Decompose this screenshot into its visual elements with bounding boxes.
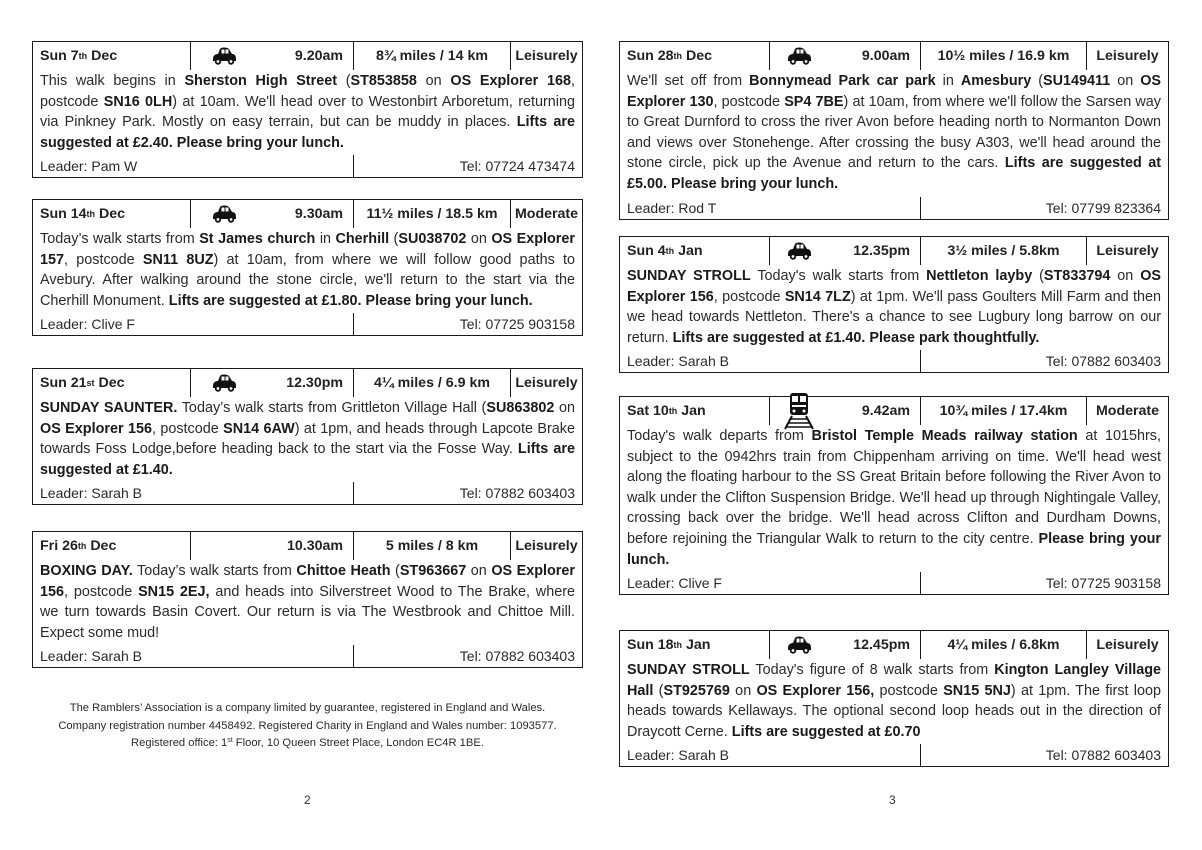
car-icon	[191, 369, 257, 397]
text: postcode	[874, 682, 944, 699]
bold-text: Lifts are suggested at £1.80. Please bring your lunch.	[168, 292, 533, 309]
bold-text: OS Explorer 156,	[756, 682, 875, 699]
car-icon	[191, 200, 257, 228]
walk-header	[620, 397, 1168, 425]
bold-text: OS Explorer 156	[40, 420, 152, 437]
transport-empty	[191, 532, 257, 560]
walk-header	[33, 42, 582, 70]
walk-grade: Leisurely	[1096, 637, 1159, 653]
walk-footer	[33, 155, 582, 177]
walk-header	[33, 532, 582, 560]
bold-text: ST963667	[399, 563, 467, 579]
bold-text: Lifts are suggested at £1.40.	[40, 441, 576, 478]
text: (	[389, 231, 399, 247]
walk-tel: Tel: 07724 473474	[459, 158, 575, 175]
walk-tel: Tel: 07725 903158	[1045, 575, 1161, 592]
walk-grade: Leisurely	[1096, 48, 1159, 64]
bold-text: Chittoe Heath	[296, 563, 391, 579]
text: ) at 1pm. The first loop heads towards Kellaways. The optional second loop heads out in the direction of Draycott Cerne.	[627, 682, 1161, 740]
walk-grade: Leisurely	[515, 375, 578, 391]
walk-description	[33, 70, 582, 155]
walk-description	[620, 70, 1168, 197]
text: , postcode	[713, 93, 785, 110]
text: (	[653, 682, 664, 699]
walk-footer	[33, 645, 582, 667]
text: ) at 10am. We'll head over to Westonbirt Arboretum, returning via Pinkney Park. Mostly on easy terrain, but can be muddy in places.	[40, 93, 575, 131]
text: , postcode	[64, 583, 139, 600]
bold-text: SP4 7BE	[784, 93, 844, 110]
walk-grade: Leisurely	[1096, 243, 1159, 259]
walk-tel: Tel: 07882 603403	[1045, 353, 1161, 370]
bold-text: Lifts are suggested at £5.00. Please bring your lunch.	[627, 155, 1161, 192]
text: at 1015hrs, subject to the 0942hrs train from Chippenham arriving on time. We'll head west along the floating harbour to the SS Great Britain before following the River Avon to walk under the Clifton Suspension Bridge. We'll head up through Nightingale Valley, crossing back over the bridge. We'll head across Clifton and Durdham Downs, before rejoining the Triangular Walk to return to the city centre.	[627, 428, 1161, 547]
bold-text: SU038702	[398, 231, 467, 247]
walk-grade: Moderate	[514, 206, 579, 222]
bold-text: Lifts are suggested at £1.40. Please park thoughtfully.	[672, 329, 1040, 346]
text: (	[390, 563, 400, 579]
walk-card	[619, 236, 1169, 373]
walk-tel: Tel: 07882 603403	[459, 485, 575, 502]
footnote-line-3: Registered office: 1st Floor, 10 Queen Street Place, London EC4R 1BE.	[131, 737, 484, 749]
bold-text: Please bring your lunch.	[627, 530, 1162, 568]
bold-text: Amesbury	[960, 73, 1032, 89]
footnote-line-2: Company registration number 4458492. Registered Charity in England and Wales number: 1093577.	[58, 719, 557, 732]
text: on	[729, 682, 757, 699]
walk-footer	[620, 572, 1168, 594]
bold-text: OS Explorer 156	[40, 563, 576, 600]
text: ) at 10am, from where we'll follow the Sarsen way to Great Durnford to cross the river Avon before heading north to Normanton Down and views over Stonehenge. After crossing the busy A303, we'll head around the stone circle, pick up the Avenue and return to the cars.	[627, 93, 1161, 172]
walk-leader: Leader: Sarah B	[33, 645, 354, 667]
walk-footer	[620, 350, 1168, 372]
bold-text: SN14 6AW	[223, 420, 295, 437]
walk-distance: 4¼ miles / 6.9 km	[354, 369, 511, 397]
text: We'll set off from	[627, 73, 750, 89]
walk-description	[33, 228, 582, 313]
walk-header	[620, 237, 1168, 265]
bold-text: SN15 2EJ,	[138, 583, 210, 600]
walk-date: Fri 26 th Dec	[33, 532, 191, 560]
walk-leader: Leader: Rod T	[620, 197, 921, 219]
walk-leader: Leader: Sarah B	[33, 482, 354, 504]
text: on	[1110, 73, 1141, 89]
walk-leader: Leader: Clive F	[620, 572, 921, 594]
text: on	[416, 73, 451, 89]
walk-header	[33, 369, 582, 397]
walk-distance: 8¾ miles / 14 km	[354, 42, 511, 70]
bold-text: Bristol Temple Meads railway station	[811, 428, 1078, 444]
text: , postcode	[151, 420, 224, 437]
bold-text: SUNDAY STROLL	[627, 268, 751, 284]
bold-text: SUNDAY SAUNTER.	[40, 400, 178, 416]
walk-footer	[33, 313, 582, 335]
walk-time: 12.45pm	[828, 631, 921, 659]
walk-header	[620, 42, 1168, 70]
car-icon	[770, 631, 828, 659]
walk-tel: Tel: 07882 603403	[459, 648, 575, 665]
walk-date: Sun 7 th Dec	[33, 42, 191, 70]
walk-description	[33, 560, 582, 645]
walk-grade: Leisurely	[515, 538, 578, 554]
bold-text: St James church	[199, 231, 316, 247]
walk-description	[620, 425, 1168, 572]
walk-card	[619, 630, 1169, 767]
walk-time: 10.30am	[257, 532, 354, 560]
walk-distance: 10½ miles / 16.9 km	[921, 42, 1087, 70]
bold-text: OS Explorer 168	[450, 73, 571, 89]
car-icon	[191, 42, 257, 70]
train-icon	[770, 397, 828, 425]
text: on	[1110, 268, 1141, 284]
legal-footnote	[32, 700, 583, 753]
car-icon	[770, 237, 828, 265]
walk-time: 9.00am	[828, 42, 921, 70]
text: , postcode	[64, 251, 143, 268]
bold-text: SU863802	[486, 400, 555, 416]
walk-footer	[620, 744, 1168, 766]
bold-text: Lifts are suggested at £0.70	[731, 723, 921, 740]
walk-card	[32, 368, 583, 505]
bold-text: Kington Langley Village Hall	[627, 662, 1161, 699]
walk-leader: Leader: Pam W	[33, 155, 354, 177]
walk-header	[33, 200, 582, 228]
walk-date: Sun 28 th Dec	[620, 42, 770, 70]
walk-tel: Tel: 07799 823364	[1045, 199, 1161, 216]
page-number: 3	[889, 793, 896, 807]
walk-card	[619, 41, 1169, 220]
text: on	[466, 563, 492, 579]
walk-distance: 4¼ miles / 6.8km	[921, 631, 1087, 659]
walk-header	[620, 631, 1168, 659]
walk-grade: Moderate	[1095, 403, 1160, 419]
walk-description	[33, 397, 582, 482]
text: (	[1031, 73, 1043, 89]
walk-tel: Tel: 07725 903158	[459, 316, 575, 333]
text: in	[935, 73, 961, 89]
walk-time: 9.30am	[257, 200, 354, 228]
walk-grade: Leisurely	[515, 48, 578, 64]
walk-card	[32, 41, 583, 178]
text: Today's walk starts from	[750, 268, 927, 284]
walk-description	[620, 265, 1168, 350]
walk-distance: 3½ miles / 5.8km	[921, 237, 1087, 265]
walk-date: Sun 21 st Dec	[33, 369, 191, 397]
walk-time: 12.30pm	[257, 369, 354, 397]
walk-distance: 5 miles / 8 km	[354, 532, 511, 560]
walk-card	[32, 531, 583, 668]
walk-leader: Leader: Sarah B	[620, 744, 921, 766]
car-icon	[770, 42, 828, 70]
text: in	[315, 231, 336, 247]
text: on	[466, 231, 492, 247]
bold-text: Sherston High Street	[184, 73, 337, 89]
text: , postcode	[713, 288, 785, 305]
bold-text: ST925769	[663, 682, 730, 699]
bold-text: SUNDAY STROLL	[627, 662, 750, 678]
walk-footer	[620, 197, 1168, 219]
text: ) at 1pm. We'll pass Goulters Mill Farm and then we head towards Nettleton. There's a chance to see Lugbury long barrow on our return.	[627, 288, 1161, 346]
bold-text: ST833794	[1043, 268, 1111, 284]
walk-date: Sat 10 th Jan	[620, 397, 770, 425]
text: ) at 1pm, and heads through Lapcote Brake towards Foss Lodge,before heading back to the start via the Fosse Way.	[40, 420, 575, 458]
bold-text: Bonnymead Park car park	[749, 73, 936, 89]
bold-text: OS Explorer 156	[627, 268, 1161, 305]
bold-text: SN14 7LZ	[784, 288, 851, 305]
bold-text: Cherhill	[335, 231, 390, 247]
walk-card	[32, 199, 583, 336]
walk-description	[620, 659, 1168, 744]
walk-footer	[33, 482, 582, 504]
bold-text: ST853858	[350, 73, 417, 89]
text: ) at 10am, from where we will follow good paths to Avebury. After walking around the stone circle, we'll return to the start via the Cherhill Monument.	[40, 251, 575, 309]
text: Today’s walk starts from Grittleton Village Hall (	[177, 400, 487, 416]
text: , postcode	[40, 73, 575, 110]
walk-date: Sun 4 th Jan	[620, 237, 770, 265]
bold-text: Lifts are suggested at £2.40. Please bring your lunch.	[40, 114, 575, 151]
walk-date: Sun 14 th Dec	[33, 200, 191, 228]
walk-distance: 11½ miles / 18.5 km	[354, 200, 511, 228]
walk-time: 12.35pm	[828, 237, 921, 265]
text: Today's figure of 8 walk starts from	[749, 662, 995, 678]
text: (	[337, 73, 351, 89]
text: and heads into Silverstreet Wood to The Brake, where we turn towards Basin Covert. Our return is via The Westbrook and Chittoe Mill. Expect some mud!	[40, 583, 575, 641]
text: (	[1032, 268, 1044, 284]
walk-time: 9.42am	[828, 397, 921, 425]
walk-date: Sun 18 th Jan	[620, 631, 770, 659]
page-number: 2	[304, 793, 311, 807]
text: Today’s walk starts from	[132, 563, 297, 579]
walk-tel: Tel: 07882 603403	[1045, 747, 1161, 764]
text: Today's walk departs from	[627, 428, 812, 444]
walk-distance: 10¾ miles / 17.4km	[921, 397, 1087, 425]
bold-text: SN15 5NJ	[943, 682, 1011, 699]
bold-text: BOXING DAY.	[40, 563, 133, 579]
bold-text: Nettleton layby	[926, 268, 1033, 284]
walk-leader: Leader: Sarah B	[620, 350, 921, 372]
walk-time: 9.20am	[257, 42, 354, 70]
bold-text: SU149411	[1043, 73, 1111, 89]
text: This walk begins in	[40, 73, 185, 89]
walk-leader: Leader: Clive F	[33, 313, 354, 335]
bold-text: OS Explorer 157	[40, 231, 575, 268]
bold-text: OS Explorer 130	[627, 73, 1161, 110]
bold-text: SN11 8UZ	[142, 251, 214, 268]
text: on	[554, 400, 575, 416]
footnote-line-1: The Ramblers’ Association is a company limited by guarantee, registered in England and Wales.	[69, 702, 546, 714]
text: Today’s walk starts from	[40, 231, 200, 247]
walk-card	[619, 396, 1169, 595]
bold-text: SN16 0LH	[103, 93, 173, 110]
